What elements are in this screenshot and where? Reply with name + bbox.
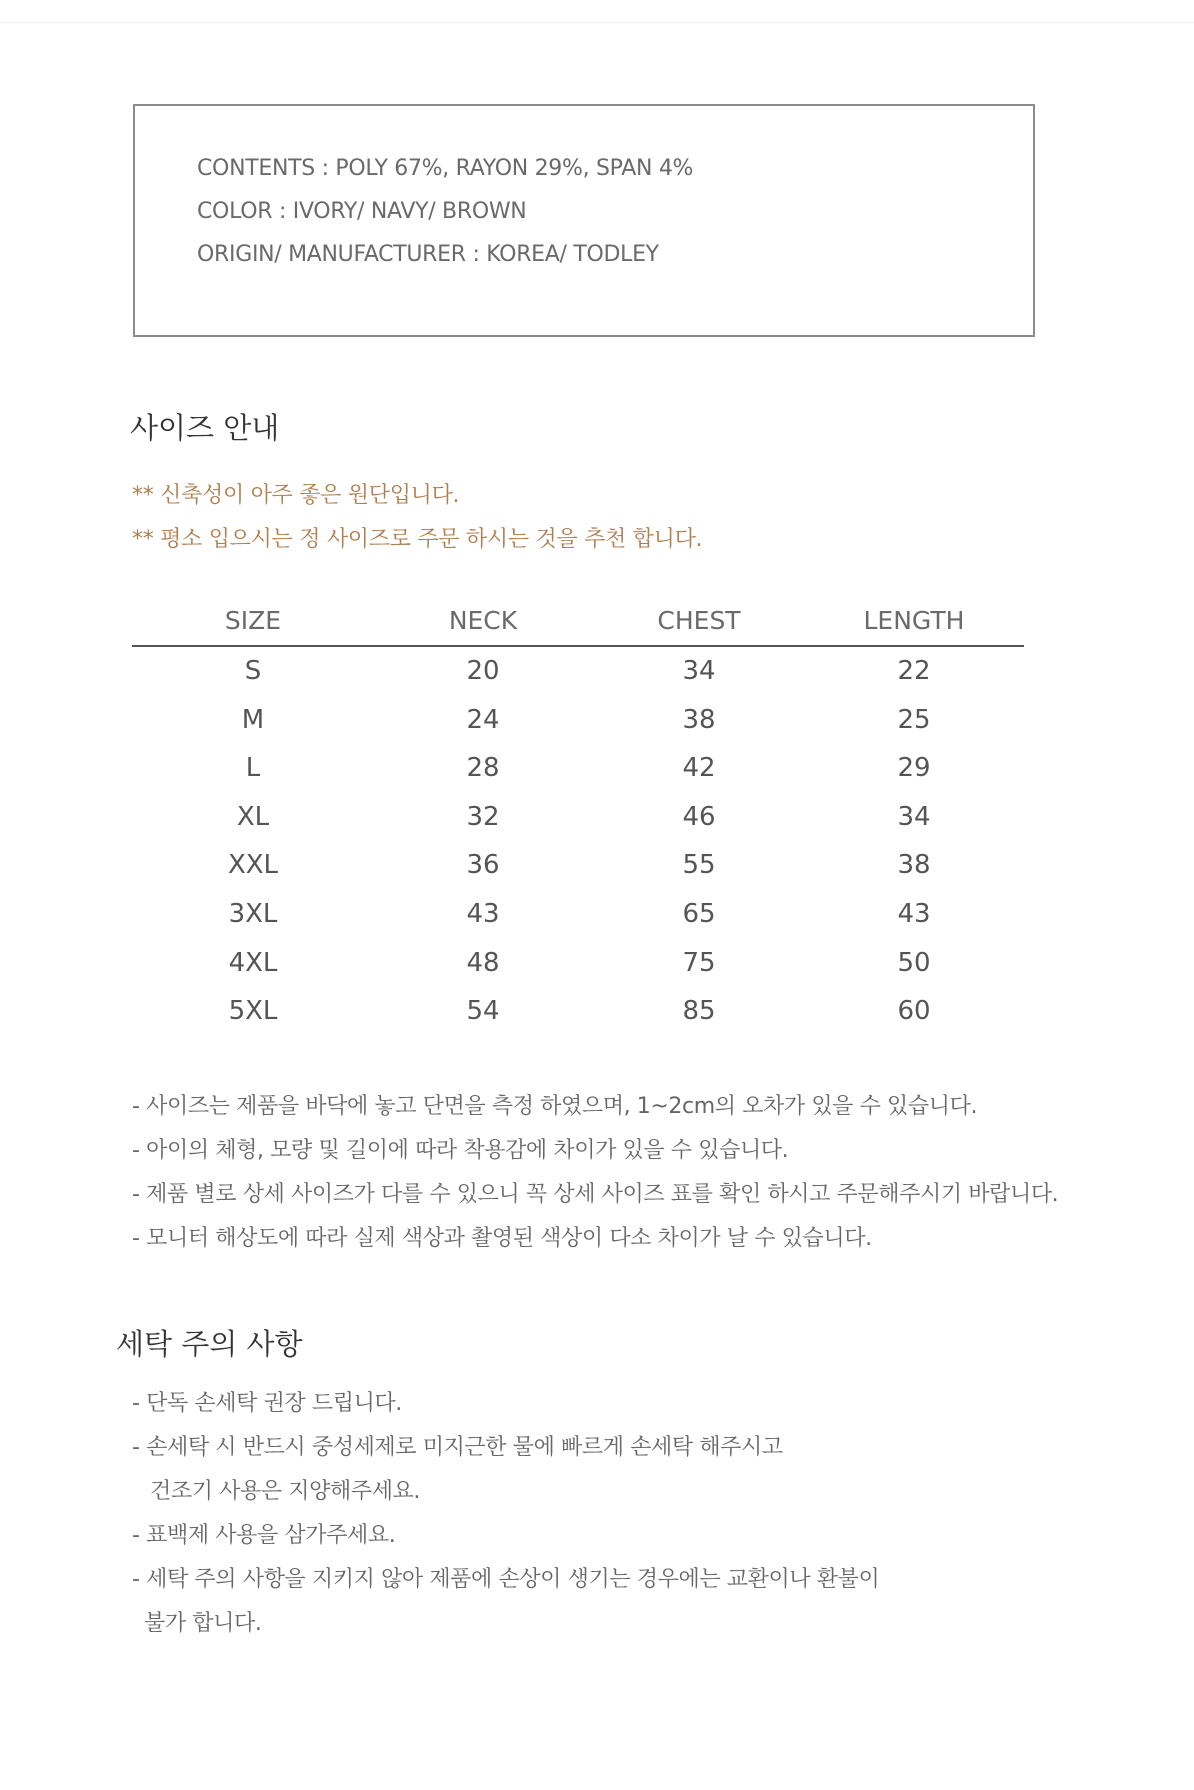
color-line: COLOR : IVORY/ NAVY/ BROWN xyxy=(197,199,527,224)
table-row xyxy=(132,987,1024,1036)
list-item: - 아이의 체형, 모량 및 길이에 따라 착용감에 차이가 있을 수 있습니다. xyxy=(132,1138,789,1163)
table-cell-chest: 75 xyxy=(682,947,716,978)
table-cell-size: XXL xyxy=(227,850,279,881)
product-info-box xyxy=(133,104,1035,337)
size-table xyxy=(132,600,1024,1036)
table-header-length: LENGTH xyxy=(863,606,965,635)
table-header-neck: NECK xyxy=(448,606,518,635)
table-cell-neck: 54 xyxy=(466,996,500,1027)
table-cell-neck: 43 xyxy=(466,898,500,929)
list-item-continuation: 건조기 사용은 지양해주세요. xyxy=(150,1479,421,1504)
table-row xyxy=(132,647,1024,696)
list-item: - 사이즈는 제품을 바닥에 놓고 단면을 측정 하였으며, 1~2cm의 오차가 있을 수 있습니다. xyxy=(132,1094,978,1119)
table-row xyxy=(132,744,1024,793)
table-cell-size: 5XL xyxy=(228,996,278,1027)
table-row xyxy=(132,793,1024,842)
top-divider xyxy=(0,22,1194,23)
table-cell-length: 29 xyxy=(897,753,931,784)
table-cell-neck: 24 xyxy=(466,704,500,735)
table-cell-neck: 32 xyxy=(466,801,500,832)
table-cell-chest: 34 xyxy=(682,656,716,686)
table-cell-size: 3XL xyxy=(228,898,278,929)
contents-line: CONTENTS : POLY 67%, RAYON 29%, SPAN 4% xyxy=(197,156,694,181)
washing-list xyxy=(132,1382,1182,1646)
table-cell-neck: 28 xyxy=(466,753,500,784)
list-item-text: - 세탁 주의 사항을 지키지 않아 제품에 손상이 생기는 경우에는 교환이나 환불이 xyxy=(132,1567,880,1592)
table-cell-size: L xyxy=(245,753,261,784)
list-item xyxy=(132,1426,1182,1514)
list-item: - 모니터 해상도에 따라 실제 색상과 촬영된 색상이 다소 차이가 날 수 있습니다. xyxy=(132,1226,872,1251)
size-notice: ** 평소 입으시는 정 사이즈로 주문 하시는 것을 추천 합니다. xyxy=(132,527,703,552)
list-item-text: - 단독 손세탁 권장 드립니다. xyxy=(132,1391,402,1416)
table-row xyxy=(132,696,1024,745)
table-row xyxy=(132,939,1024,988)
list-item xyxy=(132,1558,1182,1646)
table-cell-length: 22 xyxy=(897,656,931,686)
table-cell-length: 60 xyxy=(897,996,931,1027)
table-cell-chest: 85 xyxy=(682,996,716,1027)
list-item-text: - 표백제 사용을 삼가주세요. xyxy=(132,1523,396,1548)
table-cell-length: 38 xyxy=(897,850,931,881)
table-header-size: SIZE xyxy=(224,606,282,635)
table-header-row xyxy=(132,600,1024,647)
list-item: - 제품 별로 상세 사이즈가 다를 수 있으니 꼭 상세 사이즈 표를 확인 하시고 주문해주시기 바랍니다. xyxy=(132,1182,1059,1207)
table-cell-chest: 38 xyxy=(682,704,716,735)
table-cell-size: 4XL xyxy=(228,947,278,978)
list-item-text: - 손세탁 시 반드시 중성세제로 미지근한 물에 빠르게 손세탁 해주시고 xyxy=(132,1435,783,1460)
list-item-continuation: 불가 합니다. xyxy=(144,1611,262,1636)
table-cell-length: 25 xyxy=(897,704,931,735)
list-item xyxy=(132,1514,1182,1558)
table-cell-neck: 36 xyxy=(466,850,500,881)
list-item xyxy=(132,1382,1182,1426)
table-cell-chest: 65 xyxy=(682,898,716,929)
table-cell-length: 50 xyxy=(897,947,931,978)
table-cell-size: S xyxy=(244,656,262,686)
origin-line: ORIGIN/ MANUFACTURER : KOREA/ TODLEY xyxy=(197,242,659,267)
table-cell-chest: 46 xyxy=(682,801,716,832)
table-cell-size: M xyxy=(241,704,265,735)
table-cell-chest: 55 xyxy=(682,850,716,881)
table-cell-chest: 42 xyxy=(682,753,716,784)
table-header-chest: CHEST xyxy=(657,606,741,635)
table-cell-length: 34 xyxy=(897,801,931,832)
size-guide-title: 사이즈 안내 xyxy=(130,411,280,445)
washing-title: 세탁 주의 사항 xyxy=(116,1327,303,1361)
table-row xyxy=(132,841,1024,890)
table-cell-neck: 20 xyxy=(466,656,500,686)
table-row xyxy=(132,890,1024,939)
table-cell-neck: 48 xyxy=(466,947,500,978)
size-notice: ** 신축성이 아주 좋은 원단입니다. xyxy=(132,483,460,508)
table-cell-size: XL xyxy=(236,801,270,832)
table-cell-length: 43 xyxy=(897,898,931,929)
size-notes-list xyxy=(132,1090,1182,1266)
